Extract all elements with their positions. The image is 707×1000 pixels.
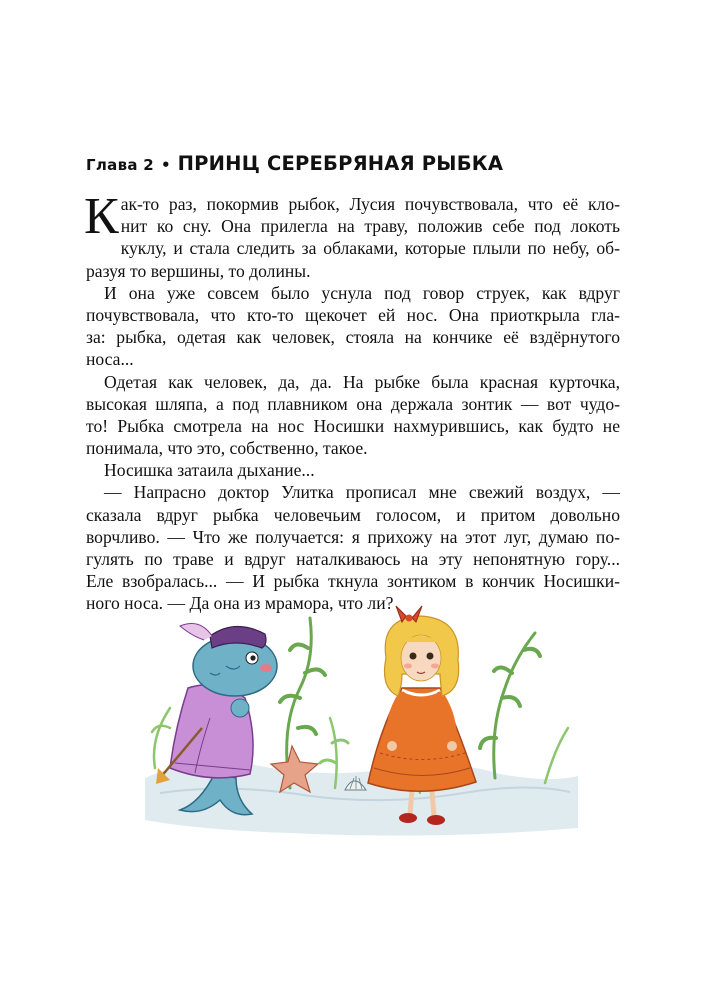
text-line: носа... [86,349,134,370]
text-line: за: рыбка, одетая как человек, стояла на кончике её вздёрнутого [86,327,620,348]
chapter-title: ПРИНЦ СЕРЕБРЯНАЯ РЫБКА [177,152,504,175]
text-line: то! Рыбка смотрела на нос Носишки нахмурившись, как будто не [86,415,620,436]
chapter-label: Глава 2 [86,156,155,174]
text-line: ак-то раз, покормив рыбок, Лусия почувствовала, что её кло- [120,194,620,214]
text-line: куклу, и стала следить за облаками, которые плыли по небу, об- [120,238,620,259]
text-line: почувствовала, что кто-то щекочет ей нос. Она приоткрыла гла- [86,304,620,325]
chapter-bullet: • [161,156,171,174]
text-line: Еле взобралась... — И рыбка ткнула зонтиком в кончик Носишки- [86,571,620,592]
text-line: ворчливо. — Что же получается: я прихожу на этот луг, думаю по- [86,526,620,547]
text-line: ного носа. — Да она из мрамора, что ли? [86,593,394,614]
illustration [140,578,580,836]
chapter-heading [86,152,626,175]
text-line: Одетая как человек, да, да. На рыбке была красная курточка, [104,371,620,392]
text-line: разуя то вершины, то долины. [86,260,311,281]
text-line: понимала, что это, собственно, такое. [86,438,368,459]
text-line: Носишка затаила дыхание... [104,460,315,481]
text-line: — Напрасно доктор Улитка прописал мне свежий воздух, — [104,482,620,503]
text-line: И она уже совсем было уснула под говор струек, как вдруг [104,282,620,303]
drop-cap: К [84,188,119,245]
text-line: высокая шляпа, а под плавником она держала зонтик — вот чудо- [86,393,620,414]
text-line: гулять по траве и вдруг наталкиваюсь на эту непонятную гору... [86,549,620,569]
text-line: сказала вдруг рыбка человечьим голосом, и притом довольно [86,504,620,525]
chapter-text [84,188,620,615]
text-line: нит ко сну. Она прилегла на траву, положив себе под локоть [120,216,620,237]
